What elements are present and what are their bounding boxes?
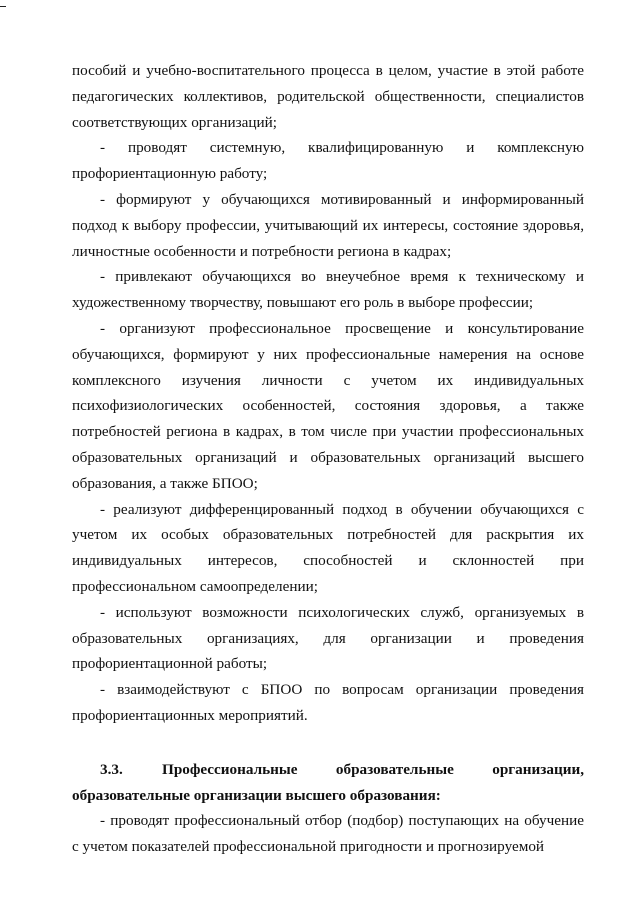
list-item: - проводят системную, квалифицированную и комплексную профориентационную работу; — [72, 139, 584, 183]
list-item: - привлекают обучающихся во внеучебное время к техническому и художественному творчеству, повышают его роль в выборе профессии; — [72, 268, 584, 312]
corner-mark — [0, 6, 6, 7]
section-title: Профессиональные образовательные организации, образовательные организации высшего образования: — [72, 760, 584, 804]
paragraph-continuation: пособий и учебно-воспитательного процесса в целом, участие в этой работе педагогических коллективов, родительской общественности, специалистов соответствующих организаций; — [72, 62, 584, 131]
list-item: - организуют профессиональное просвещение и консультирование обучающихся, формируют у них профессиональные намерения на основе комплексного изучения личности с учетом их индивидуальных психофизиологических особенностей, состояния здоровья, а также потребностей региона в кадрах, в том числе при участии профессиональных образовательных организаций и образовательных организаций высшего образования, а также БПОО; — [72, 319, 584, 492]
list-item: - формируют у обучающихся мотивированный и информированный подход к выбору профессии, учитывающий их интересы, состояние здоровья, личностные особенности и потребности региона в кадрах; — [72, 190, 584, 260]
list-item: - проводят профессиональный отбор (подбор) поступающих на обучение с учетом показателей профессиональной пригодности и прогнозируемой — [72, 812, 584, 856]
section-heading — [72, 757, 584, 809]
list-item: - реализуют дифференцированный подход в обучении обучающихся с учетом их особых образовательных потребностей для раскрытия их индивидуальных интересов, способностей и склонностей при профессиональном самоопределении; — [72, 500, 584, 595]
list-item: - используют возможности психологических служб, организуемых в образовательных организациях, для организации и проведения профориентационной работы; — [72, 603, 584, 673]
section-number: 3.3. — [100, 760, 123, 778]
document-page — [72, 58, 584, 860]
list-item: - взаимодействуют с БПОО по вопросам организации проведения профориентационных мероприятий. — [72, 681, 584, 724]
